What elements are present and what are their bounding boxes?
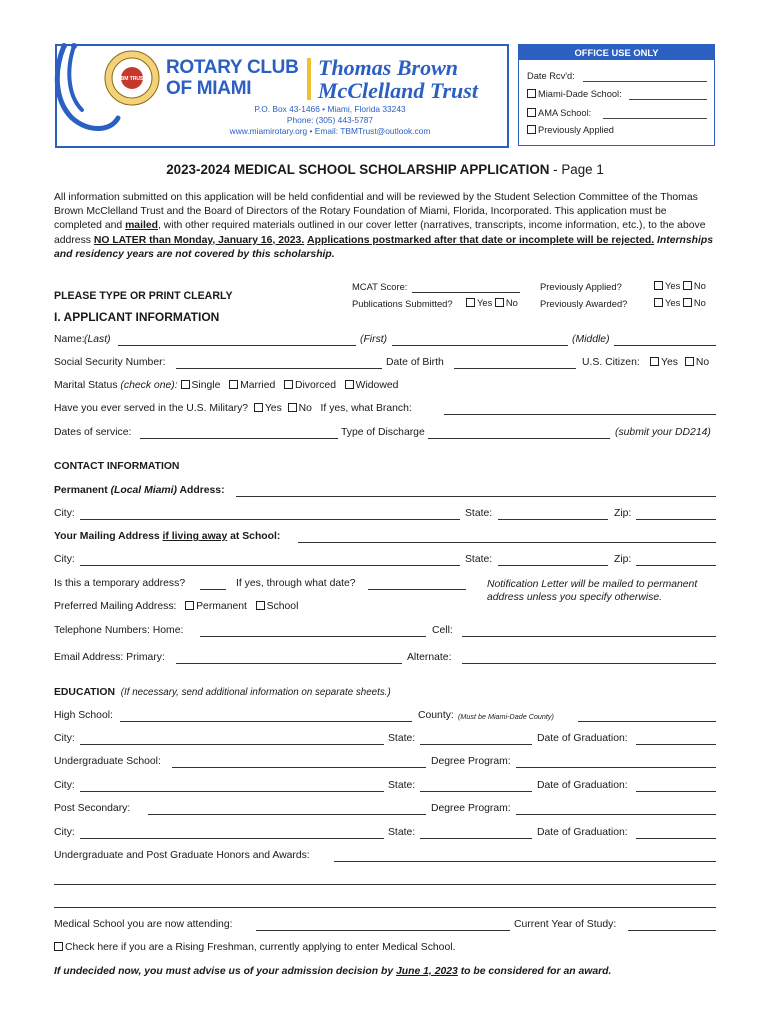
please-print-note: PLEASE TYPE OR PRINT CLEARLY [54, 290, 233, 302]
single-checkbox[interactable] [181, 380, 190, 389]
honors-field-1[interactable] [334, 861, 716, 862]
first-name-label: (First) [360, 334, 388, 345]
ps-grad-date-label: Date of Graduation: [537, 827, 628, 838]
ug-grad-date-field[interactable] [636, 791, 716, 792]
dob-label: Date of Birth [386, 357, 444, 368]
undergrad-degree-field[interactable] [516, 767, 716, 768]
permanent-address-label: Permanent (Local Miami) Address: [54, 485, 225, 496]
ug-city-label: City: [54, 780, 75, 791]
undergrad-label: Undergraduate School: [54, 756, 161, 767]
military-branch-field[interactable] [444, 414, 716, 415]
email-primary-field[interactable] [176, 663, 402, 664]
rising-freshman-row: Check here if you are a Rising Freshman, currently applying to enter Medical School. [54, 942, 455, 953]
military-row: Have you ever served in the U.S. Military? Yes No If yes, what Branch: [54, 403, 412, 414]
rising-freshman-checkbox[interactable] [54, 942, 63, 951]
middle-name-label: (Middle) [572, 334, 610, 345]
trust-name-line1: Thomas Brown [318, 55, 458, 80]
hs-city-field[interactable] [80, 744, 384, 745]
current-year-label: Current Year of Study: [514, 919, 617, 930]
hs-grad-date-label: Date of Graduation: [537, 733, 628, 744]
prev-awarded-label: Previously Awarded? [540, 298, 628, 309]
first-name-field[interactable] [392, 345, 568, 346]
current-year-field[interactable] [628, 930, 716, 931]
office-use-box [518, 44, 715, 146]
widowed-checkbox[interactable] [345, 380, 354, 389]
header-web-email: www.miamirotary.org • Email: TBMTrust@outlook.com [229, 126, 431, 136]
preferred-mailing-row: Preferred Mailing Address: Permanent School [54, 601, 299, 612]
office-miami-dade-label: Miami-Dade School: [538, 89, 622, 99]
prev-awarded-yes-checkbox[interactable] [654, 298, 663, 307]
undecided-note: If undecided now, you must advise us of your admission decision by June 1, 2023 to be considered for an award. [54, 966, 612, 977]
ps-city-field[interactable] [80, 838, 384, 839]
discharge-field[interactable] [428, 438, 610, 439]
mail-zip-label: Zip: [614, 554, 632, 565]
ps-state-label: State: [388, 827, 416, 838]
education-section-title: EDUCATION (If necessary, send additional information on separate sheets.) [54, 687, 391, 698]
office-ama-field[interactable] [603, 118, 707, 119]
telephone-cell-label: Cell: [432, 625, 453, 636]
undergrad-field[interactable] [172, 767, 426, 768]
mail-zip-field[interactable] [636, 565, 716, 566]
ssn-label: Social Security Number: [54, 357, 166, 368]
prev-awarded-no-checkbox[interactable] [683, 298, 692, 307]
perm-city-label: City: [54, 508, 75, 519]
perm-zip-field[interactable] [636, 519, 716, 520]
ps-city-label: City: [54, 827, 75, 838]
ug-state-field[interactable] [420, 791, 532, 792]
office-date-rcvd-label: Date Rcv'd: [527, 71, 575, 81]
intro-paragraph: All information submitted on this application will be held confidential and will be reviewed by the Student Selection Committee of the Thomas Brown McClelland Trust and the Board of Directors of the Rotary Foundation of Miami, Florida, Incorporated. This application must be completed and mailed, with other required materials outlined in our cover letter (narratives, transcripts, income information, etc.), to the above address NO LATER than Monday, January 16, 2023. Applications postmarked after that date or incomplete will be rejected. Internships and residency years are not covered by this scholarship. [54, 192, 714, 260]
header-address: P.O. Box 43-1466 • Miami, Florida 33243 [254, 104, 406, 114]
ug-state-label: State: [388, 780, 416, 791]
high-school-field[interactable] [120, 721, 412, 722]
hs-city-label: City: [54, 733, 75, 744]
citizen-yes-checkbox[interactable] [650, 357, 659, 366]
telephone-cell-field[interactable] [462, 636, 716, 637]
perm-city-field[interactable] [80, 519, 460, 520]
high-school-label: High School: [54, 710, 113, 721]
telephone-home-field[interactable] [200, 636, 426, 637]
dates-of-service-label: Dates of service: [54, 427, 132, 438]
telephone-home-label: Telephone Numbers: Home: [54, 625, 184, 636]
office-miami-dade-field[interactable] [629, 99, 707, 100]
dates-of-service-field[interactable] [140, 438, 338, 439]
permanent-address-field[interactable] [236, 496, 716, 497]
dd214-note: (submit your DD214) [615, 427, 711, 438]
preferred-permanent-checkbox[interactable] [185, 601, 194, 610]
county-field[interactable] [578, 721, 716, 722]
temporary-address-label: Is this a temporary address? [54, 578, 186, 589]
email-primary-label: Email Address: Primary: [54, 652, 165, 663]
divider-bar [307, 58, 311, 100]
ssn-field[interactable] [176, 368, 382, 369]
military-no-checkbox[interactable] [288, 403, 297, 412]
perm-zip-label: Zip: [614, 508, 632, 519]
ug-city-field[interactable] [80, 791, 384, 792]
notification-note: Notification Letter will be mailed to permanent address unless you specify otherwise. [487, 579, 698, 603]
hs-grad-date-field[interactable] [636, 744, 716, 745]
office-ama-checkbox[interactable] [527, 108, 536, 117]
hs-state-field[interactable] [420, 744, 532, 745]
mailing-address-label: Your Mailing Address if living away at School: [54, 531, 281, 542]
ug-grad-date-label: Date of Graduation: [537, 780, 628, 791]
county-label: County: [418, 710, 454, 721]
ps-degree-field[interactable] [516, 814, 716, 815]
ps-degree-label: Degree Program: [431, 803, 511, 814]
office-use-title: OFFICE USE ONLY [519, 45, 714, 60]
office-prev-applied-checkbox[interactable] [527, 125, 536, 134]
mail-state-label: State: [465, 554, 493, 565]
through-date-field[interactable] [368, 589, 466, 590]
office-prev-applied-label: Previously Applied [538, 125, 614, 135]
middle-name-field[interactable] [614, 345, 716, 346]
post-secondary-field[interactable] [148, 814, 426, 815]
mail-city-field[interactable] [80, 565, 460, 566]
through-date-label: If yes, through what date? [236, 578, 356, 589]
name-label: Name: [54, 334, 85, 345]
email-alternate-field[interactable] [462, 663, 716, 664]
last-name-field[interactable] [118, 345, 356, 346]
marital-status-row: Marital Status (check one): Single Married Divorced Widowed [54, 380, 399, 391]
prev-applied-no-checkbox[interactable] [683, 281, 692, 290]
divorced-checkbox[interactable] [284, 380, 293, 389]
mailing-address-field[interactable] [298, 542, 716, 543]
temporary-address-field[interactable] [200, 589, 226, 590]
military-yes-checkbox[interactable] [254, 403, 263, 412]
email-alternate-label: Alternate: [407, 652, 452, 663]
citizen-label: U.S. Citizen: [582, 357, 640, 368]
office-miami-dade-checkbox[interactable] [527, 89, 536, 98]
office-date-rcvd-field[interactable] [583, 81, 707, 82]
seal-text: TBM TRUST [117, 76, 147, 82]
rotary-seal-icon [104, 50, 160, 106]
dob-field[interactable] [454, 368, 576, 369]
hs-state-label: State: [388, 733, 416, 744]
honors-field-2[interactable] [54, 884, 716, 885]
publications-label: Publications Submitted? [352, 298, 453, 309]
mcat-score-label: MCAT Score: [352, 281, 408, 292]
prev-applied-yes-checkbox[interactable] [654, 281, 663, 290]
discharge-label: Type of Discharge [341, 427, 425, 438]
publications-yes-checkbox[interactable] [466, 298, 475, 307]
undergrad-degree-label: Degree Program: [431, 756, 511, 767]
county-note: (Must be Miami-Dade County) [458, 712, 554, 721]
mcat-score-field[interactable] [412, 292, 520, 293]
contact-section-title: CONTACT INFORMATION [54, 461, 180, 472]
perm-state-field[interactable] [498, 519, 608, 520]
post-secondary-label: Post Secondary: [54, 803, 131, 814]
ps-state-field[interactable] [420, 838, 532, 839]
office-ama-label: AMA School: [538, 108, 592, 118]
trust-name-line2: McClelland Trust [318, 78, 478, 103]
perm-state-label: State: [465, 508, 493, 519]
mail-city-label: City: [54, 554, 75, 565]
ps-grad-date-field[interactable] [636, 838, 716, 839]
publications-no-checkbox[interactable] [495, 298, 504, 307]
page-title: 2023-2024 MEDICAL SCHOOL SCHOLARSHIP APPLICATION - Page 1 [166, 162, 604, 177]
prev-applied-label: Previously Applied? [540, 281, 622, 292]
section-applicant-title: I. APPLICANT INFORMATION [54, 310, 220, 324]
honors-label: Undergraduate and Post Graduate Honors and Awards: [54, 850, 310, 861]
citizen-no-checkbox[interactable] [685, 357, 694, 366]
mail-state-field[interactable] [498, 565, 608, 566]
med-school-label: Medical School you are now attending: [54, 919, 233, 930]
preferred-school-checkbox[interactable] [256, 601, 265, 610]
honors-field-3[interactable] [54, 907, 716, 908]
org-name-line1: ROTARY CLUB [166, 57, 299, 78]
header-phone: Phone: (305) 443-5787 [286, 115, 374, 125]
med-school-field[interactable] [256, 930, 510, 931]
org-name-line2: OF MIAMI [166, 78, 252, 99]
last-name-label: (Last) [84, 334, 111, 345]
married-checkbox[interactable] [229, 380, 238, 389]
